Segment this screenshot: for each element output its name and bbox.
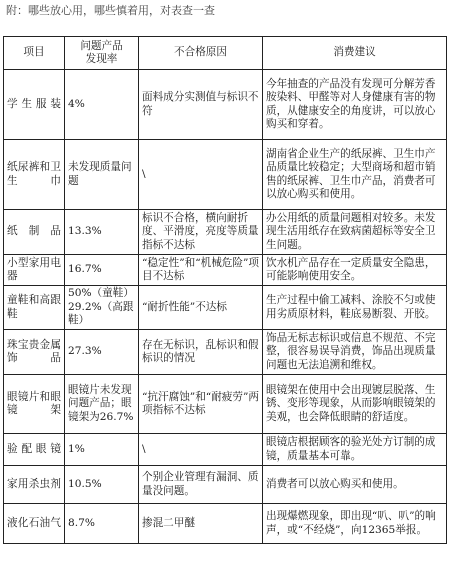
cell-item: 童鞋和高跟鞋: [4, 286, 65, 330]
table-row: [4, 210, 447, 255]
table-row: [4, 70, 447, 140]
cell-item: 家用杀虫剂: [4, 466, 65, 504]
table-row: [4, 375, 447, 434]
cell-reason: \: [139, 140, 263, 210]
quality-inspection-table: [3, 36, 447, 544]
cell-item: 纸尿裤和卫生巾: [4, 140, 65, 210]
cell-reason: \: [139, 434, 263, 466]
table-row: [4, 286, 447, 330]
table-row: [4, 504, 447, 544]
cell-item: 学生服装: [4, 70, 65, 140]
cell-advice: 出现爆燃现象，即出现“叭、叭”的响声，或“不经烧”，向12365举报。: [263, 504, 447, 544]
cell-advice: 湖南省企业生产的纸尿裤、卫生巾产品质量比较稳定；大型商场和超市销售的纸尿裤、卫生巾产品，消费者可以放心购买和使用。: [263, 140, 447, 210]
header-rate-line1: 问题产品: [80, 39, 123, 52]
cell-reason: 存在无标识，乱标识和假标识的情况: [139, 330, 263, 375]
cell-advice: 眼镜架在使用中会出现镀层脱落、生锈、变形等现象，从而影响眼镜架的美观，也会降低眼睛的舒适度。: [263, 375, 447, 434]
cell-advice: 消费者可以放心购买和使用。: [263, 466, 447, 504]
cell-advice: 饮水机产品存在一定质量安全隐患，可能影响使用安全。: [263, 255, 447, 286]
cell-rate: 10.5%: [65, 466, 139, 504]
cell-reason: “抗汗腐蚀”和“耐疲劳”两项指标不达标: [139, 375, 263, 434]
table-row: [4, 434, 447, 466]
cell-advice: 办公用纸的质量问题相对较多。未发现生活用纸存在致病菌超标等安全卫生问题。: [263, 210, 447, 255]
table-row: [4, 466, 447, 504]
cell-advice: 饰品无标志标识或信息不规范、不完整，很容易误导消费，饰品出现质量问题也无法追溯和维权。: [263, 330, 447, 375]
cell-reason: 掺混二甲醚: [139, 504, 263, 544]
cell-reason: 个别企业管理有漏洞、质量没问题。: [139, 466, 263, 504]
header-advice: 消费建议: [263, 37, 447, 70]
table-header-row: [4, 37, 447, 70]
cell-advice: 生产过程中偷工减料、涂胶不匀或使用劣质原材料，鞋底易断裂、开胶。: [263, 286, 447, 330]
table-row: [4, 255, 447, 286]
cell-advice: 眼镜店根据顾客的验光处方订制的成镜，质量基本可靠。: [263, 434, 447, 466]
cell-rate: 未发现质量问题: [65, 140, 139, 210]
header-rate-line2: 发现率: [85, 53, 118, 65]
cell-rate: 50%（童鞋）29.2%（高跟鞋）: [65, 286, 139, 330]
header-reason: 不合格原因: [139, 37, 263, 70]
cell-item: 小型家用电器: [4, 255, 65, 286]
table-row: [4, 140, 447, 210]
cell-advice: 今年抽查的产品没有发现可分解芳香胺染料、甲醛等对人身健康有害的物质，从健康安全的角度讲，可以放心购买和穿着。: [263, 70, 447, 140]
cell-reason: “耐折性能”不达标: [139, 286, 263, 330]
cell-rate: 27.3%: [65, 330, 139, 375]
cell-rate: 13.3%: [65, 210, 139, 255]
cell-item: 验配眼镜: [4, 434, 65, 466]
cell-rate: 16.7%: [65, 255, 139, 286]
table-caption: 附：哪些放心用，哪些慎着用，对表查一查: [6, 4, 215, 17]
cell-rate: 眼镜片未发现问题产品；眼镜架为26.7%: [65, 375, 139, 434]
cell-item: 眼镜片和眼镜架: [4, 375, 65, 434]
cell-reason: 面料成分实测值与标识不符: [139, 70, 263, 140]
cell-reason: “稳定性”和“机械危险”项目不达标: [139, 255, 263, 286]
cell-item: 纸制品: [4, 210, 65, 255]
cell-rate: 1%: [65, 434, 139, 466]
cell-reason: 标识不合格，横向耐折度、平滑度，亮度等质量指标不达标: [139, 210, 263, 255]
cell-item: 珠宝贵金属饰品: [4, 330, 65, 375]
cell-rate: 4%: [65, 70, 139, 140]
cell-rate: 8.7%: [65, 504, 139, 544]
cell-item: 液化石油气: [4, 504, 65, 544]
table-row: [4, 330, 447, 375]
header-rate: [65, 37, 139, 70]
header-item: 项目: [4, 37, 65, 70]
